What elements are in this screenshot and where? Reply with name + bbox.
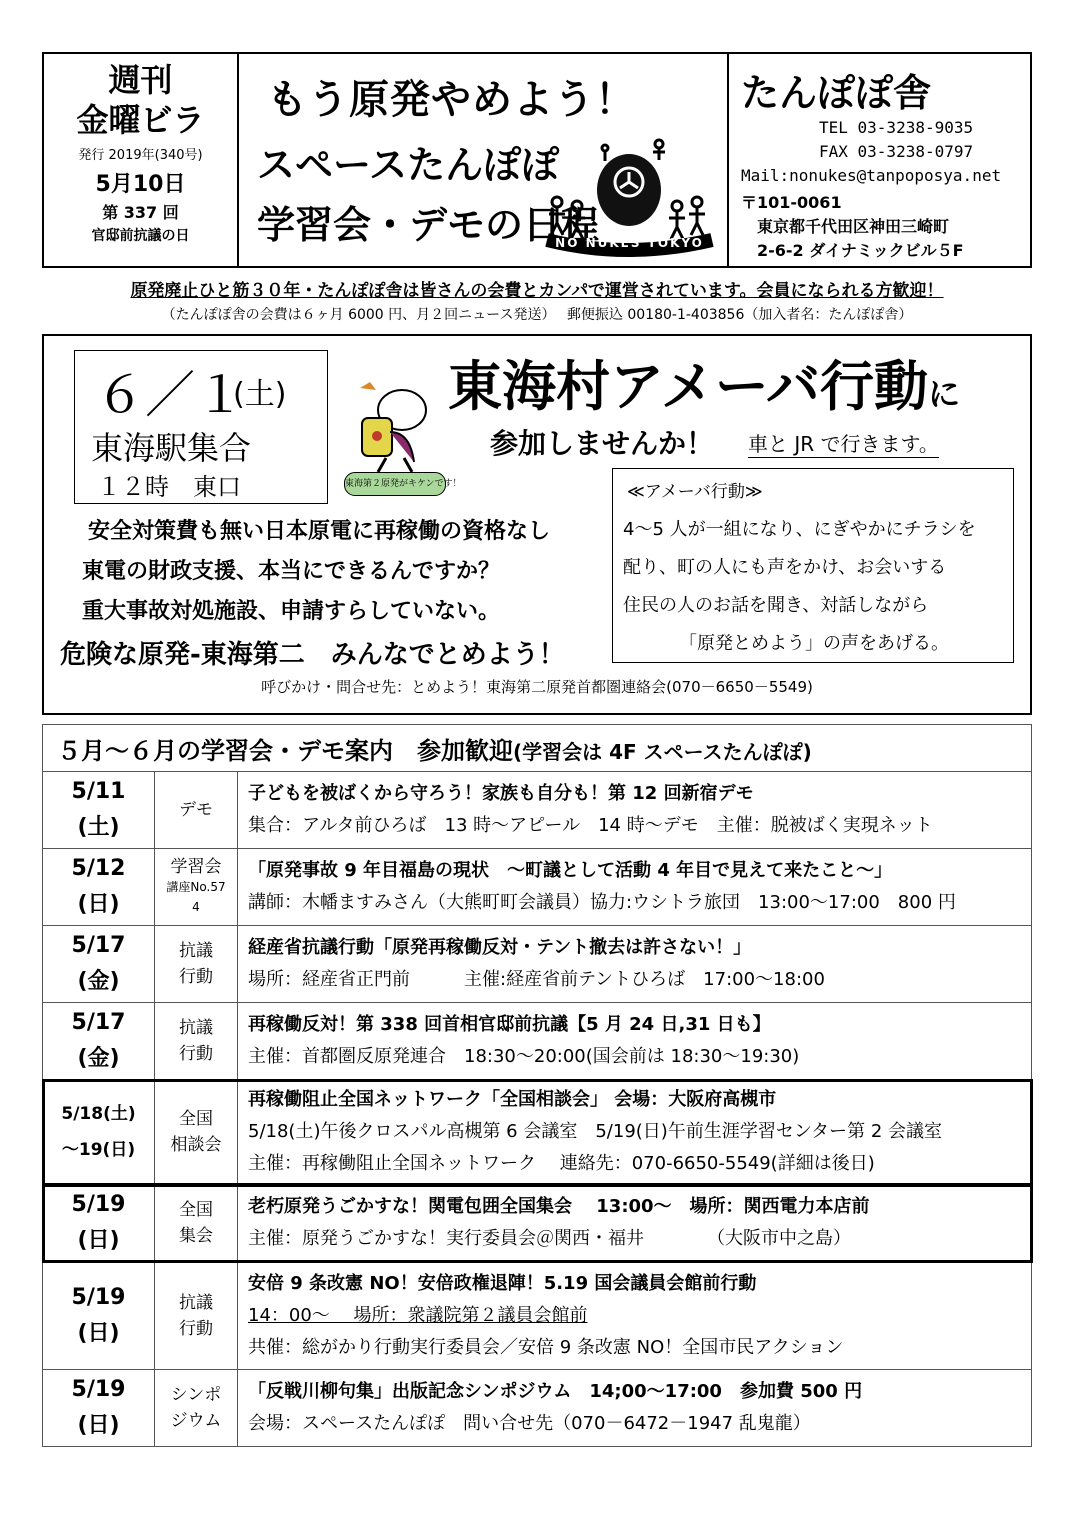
row-date-cell (43, 1370, 155, 1447)
row-day: (日) (77, 1228, 120, 1253)
event-date-box (74, 350, 328, 504)
row-type-2: 行動 (179, 967, 213, 987)
row-type-cell (155, 1262, 238, 1370)
row-date: 5/17 (71, 933, 126, 958)
row-day: (土) (77, 815, 120, 840)
event-time: １２時 東口 (97, 473, 241, 501)
row-detail: 主催：原発うごかすな！実行委員会＠関西・福井 （大阪市中之島） (248, 1228, 851, 1249)
row-date-cell (43, 1185, 155, 1262)
event-point-4: 危険な原発-東海第二 みんなでとめよう！ (60, 640, 565, 670)
row-detail: 5/18(土)午後クロスパル高槻第 6 会議室 5/19(日)午前生涯学習センター第 2 会議室 (248, 1121, 942, 1142)
schedule-heading: ５月～６月の学習会・デモ案内 参加歓迎 (57, 736, 513, 765)
row-detail-cell (238, 772, 1032, 849)
row-type-1: 抗議 (179, 1018, 213, 1038)
event-weekday: (土) (233, 377, 287, 412)
event-title (448, 344, 960, 421)
row-detail-cell (238, 849, 1032, 926)
event-title-suffix: に (928, 375, 961, 413)
row-detail-cell (238, 1080, 1032, 1185)
space-name: スペースたんぽぽ (257, 143, 560, 187)
address-line-2: 2-6-2 ダイナミックビル５F (757, 241, 964, 260)
issue-date: 5月10日 (95, 172, 186, 197)
header (42, 52, 1032, 268)
ameba-line-4: 「原発とめよう」の声をあげる。 (679, 633, 949, 654)
row-type-1: 抗議 (179, 941, 213, 961)
table-row (43, 849, 1032, 926)
ameba-title: ≪アメーバ行動≫ (627, 482, 763, 502)
schedule-heading-row (43, 725, 1032, 772)
row-type-1: シンポ (170, 1385, 222, 1405)
row-detail: 場所：経産省正門前 主催:経産省前テントひろば 17:00～18:00 (248, 969, 825, 990)
row-type-cell (155, 1003, 238, 1080)
row-type-1: 抗議 (179, 1292, 213, 1313)
logo-text: NO NUKES TOKYO (555, 236, 704, 250)
event-transport: 車と JR で行きます。 (748, 428, 939, 458)
flyer-label: 金曜ビラ (76, 101, 205, 139)
row-date: 5/12 (71, 856, 126, 881)
ameba-box (612, 468, 1014, 663)
row-day: (日) (77, 1320, 120, 1346)
membership-notice: 原発廃止ひと筋３０年・たんぽぽ舎は皆さんの会費とカンパで運営されています。会員になられる方歓迎！ (130, 281, 944, 301)
weekly-label: 週刊 (108, 61, 173, 99)
fax: FAX 03-3238-0797 (819, 142, 974, 161)
mascot-illustration (340, 376, 462, 496)
row-type-2: 集会 (179, 1226, 213, 1246)
row-date: 5/18(土) (61, 1104, 136, 1124)
event-title-main: 東海村アメーバ行動 (448, 355, 929, 418)
row-title: 老朽原発うごかすな！関電包囲全国集会 13:00～ 場所：関西電力本店前 (248, 1196, 870, 1217)
no-nukes-logo (537, 130, 717, 260)
zip-code: 〒101-0061 (741, 193, 842, 212)
row-type-2: 相談会 (170, 1135, 222, 1155)
row-title: 子どもを被ばくから守ろう！家族も自分も！第 12 回新宿デモ (248, 783, 754, 804)
row-detail-2: 共催：総がかり行動実行委員会／安倍 9 条改憲 NO！全国市民アクション (248, 1336, 844, 1358)
row-date-cell (43, 1262, 155, 1370)
table-row (43, 1003, 1032, 1080)
row-type-1: 全国 (179, 1109, 213, 1129)
row-title: 経産省抗議行動「原発再稼働反対・テント撤去は許さない！」 (248, 937, 752, 958)
ameba-line-1: 4～5 人が一組になり、にぎやかにチラシを (623, 519, 976, 540)
row-type-2: 講座No.574 (166, 880, 226, 914)
row-date-cell (43, 772, 155, 849)
row-detail: 会場：スペースたんぽぽ 問い合せ先（070－6472－1947 乱鬼龍） (248, 1413, 811, 1434)
row-detail-2: 主催：再稼働阻止全国ネットワーク 連絡先：070-6650-5549(詳細は後日) (248, 1153, 875, 1174)
row-type-cell (155, 849, 238, 926)
row-detail-cell (238, 1370, 1032, 1447)
row-date-cell (43, 926, 155, 1003)
row-type-2: 行動 (179, 1044, 213, 1064)
row-type-2: 行動 (179, 1318, 213, 1339)
event-point-2: 東電の財政支援、本当にできるんですか？ (82, 559, 501, 584)
row-day: (金) (77, 1046, 120, 1071)
row-day: (日) (77, 892, 120, 917)
table-row (43, 1262, 1032, 1370)
slogan: もう原発やめよう！ (267, 77, 636, 123)
row-day: ～19(日) (61, 1140, 136, 1160)
org-name: たんぽぽ舎 (741, 71, 932, 115)
schedule-heading-note: (学習会は 4F スペースたんぽぽ) (513, 739, 812, 764)
title-panel (237, 54, 727, 266)
schedule-title: 学習会・デモの日程 (257, 203, 600, 247)
event-contact: 呼びかけ・問合せ先：とめよう！東海第二原発首都圏連絡会(070－6650－5549) (261, 678, 813, 696)
row-date: 5/11 (71, 779, 126, 804)
protest-round: 第 337 回 (102, 203, 179, 222)
event-date: ６／１ (95, 366, 245, 424)
row-type-cell (155, 1370, 238, 1447)
ameba-line-2: 配り、町の人にも声をかけ、お会いする (623, 557, 947, 578)
row-type-1: 学習会 (170, 857, 222, 877)
email: Mail:nonukes@tanpoposya.net (741, 166, 1002, 185)
row-title: 「原発事故 9 年目福島の現状 ～町議として活動 4 年目で見えて来たこと～」 (248, 860, 893, 881)
row-detail-cell (238, 1262, 1032, 1370)
row-detail-cell (238, 1185, 1032, 1262)
event-point-3: 重大事故対処施設、申請すらしていない。 (82, 599, 501, 624)
table-row (43, 926, 1032, 1003)
row-date: 5/19 (71, 1284, 126, 1310)
row-detail: 講師：木幡ますみさん（大熊町町会議員）協力:ウシトラ旅団 13:00～17:00 800 円 (248, 892, 956, 913)
row-detail-cell (238, 926, 1032, 1003)
protest-day: 官邸前抗議の日 (91, 228, 190, 244)
row-type-cell (155, 926, 238, 1003)
table-row (43, 1185, 1032, 1262)
row-detail: 14：00～ 場所：衆議院第２議員会館前 (248, 1304, 588, 1326)
event-point-1: 安全対策費も無い日本原電に再稼働の資格なし (88, 519, 551, 544)
row-type-1: デモ (179, 800, 213, 820)
row-type-1: 全国 (179, 1200, 213, 1220)
row-date: 5/17 (71, 1010, 126, 1035)
row-detail: 主催：首都圏反原発連合 18:30～20:00(国会前は 18:30～19:30) (248, 1046, 800, 1067)
row-date: 5/19 (71, 1377, 126, 1402)
schedule-section (42, 724, 1032, 1447)
event-subtitle: 参加しませんか！ (490, 427, 715, 460)
tel: TEL 03-3238-9035 (819, 118, 974, 137)
ameba-line-3: 住民の人のお話を聞き、対話しながら (623, 595, 929, 616)
row-date: 5/19 (71, 1192, 126, 1217)
row-day: (金) (77, 969, 120, 994)
org-panel (727, 54, 1030, 266)
event-place: 東海駅集合 (91, 429, 252, 467)
row-title: 再稼働反対！第 338 回首相官邸前抗議【5 月 24 日,31 日も】 (248, 1014, 771, 1035)
mascot-badge: 東海第２原発がキケンです！ (344, 472, 446, 496)
row-title: 安倍 9 条改憲 NO！安倍政権退陣！5.19 国会議員会館前行動 (248, 1272, 757, 1294)
schedule-heading-cell (43, 725, 1032, 772)
row-date-cell (43, 1080, 155, 1185)
row-type-2: ジウム (170, 1411, 222, 1431)
row-detail: 集合：アルタ前ひろば 13 時～アピール 14 時～デモ 主催：脱被ばく実現ネット (248, 815, 933, 836)
address-line-1: 東京都千代田区神田三崎町 (757, 217, 950, 236)
row-title: 「反戦川柳句集」出版記念シンポジウム 14;00～17:00 参加費 500 円 (248, 1381, 863, 1402)
row-title: 再稼働阻止全国ネットワーク「全国相談会」 会場：大阪府高槻市 (248, 1089, 777, 1110)
row-date-cell (43, 849, 155, 926)
table-row (43, 1080, 1032, 1185)
issue-panel (44, 54, 239, 266)
row-type-cell (155, 772, 238, 849)
table-row (43, 772, 1032, 849)
row-detail-cell (238, 1003, 1032, 1080)
membership-details: （たんぽぽ舎の会費は６ヶ月 6000 円、月２回ニュース発送） 郵便振込 00180-1-403856（加入者名：たんぽぽ舎） (161, 307, 913, 323)
schedule-table (42, 724, 1032, 1447)
row-date-cell (43, 1003, 155, 1080)
event-box (42, 334, 1032, 715)
issue-number: 発行 2019年(340号) (78, 148, 203, 163)
table-row (43, 1370, 1032, 1447)
row-type-cell (155, 1185, 238, 1262)
row-type-cell (155, 1080, 238, 1185)
row-day: (日) (77, 1413, 120, 1438)
